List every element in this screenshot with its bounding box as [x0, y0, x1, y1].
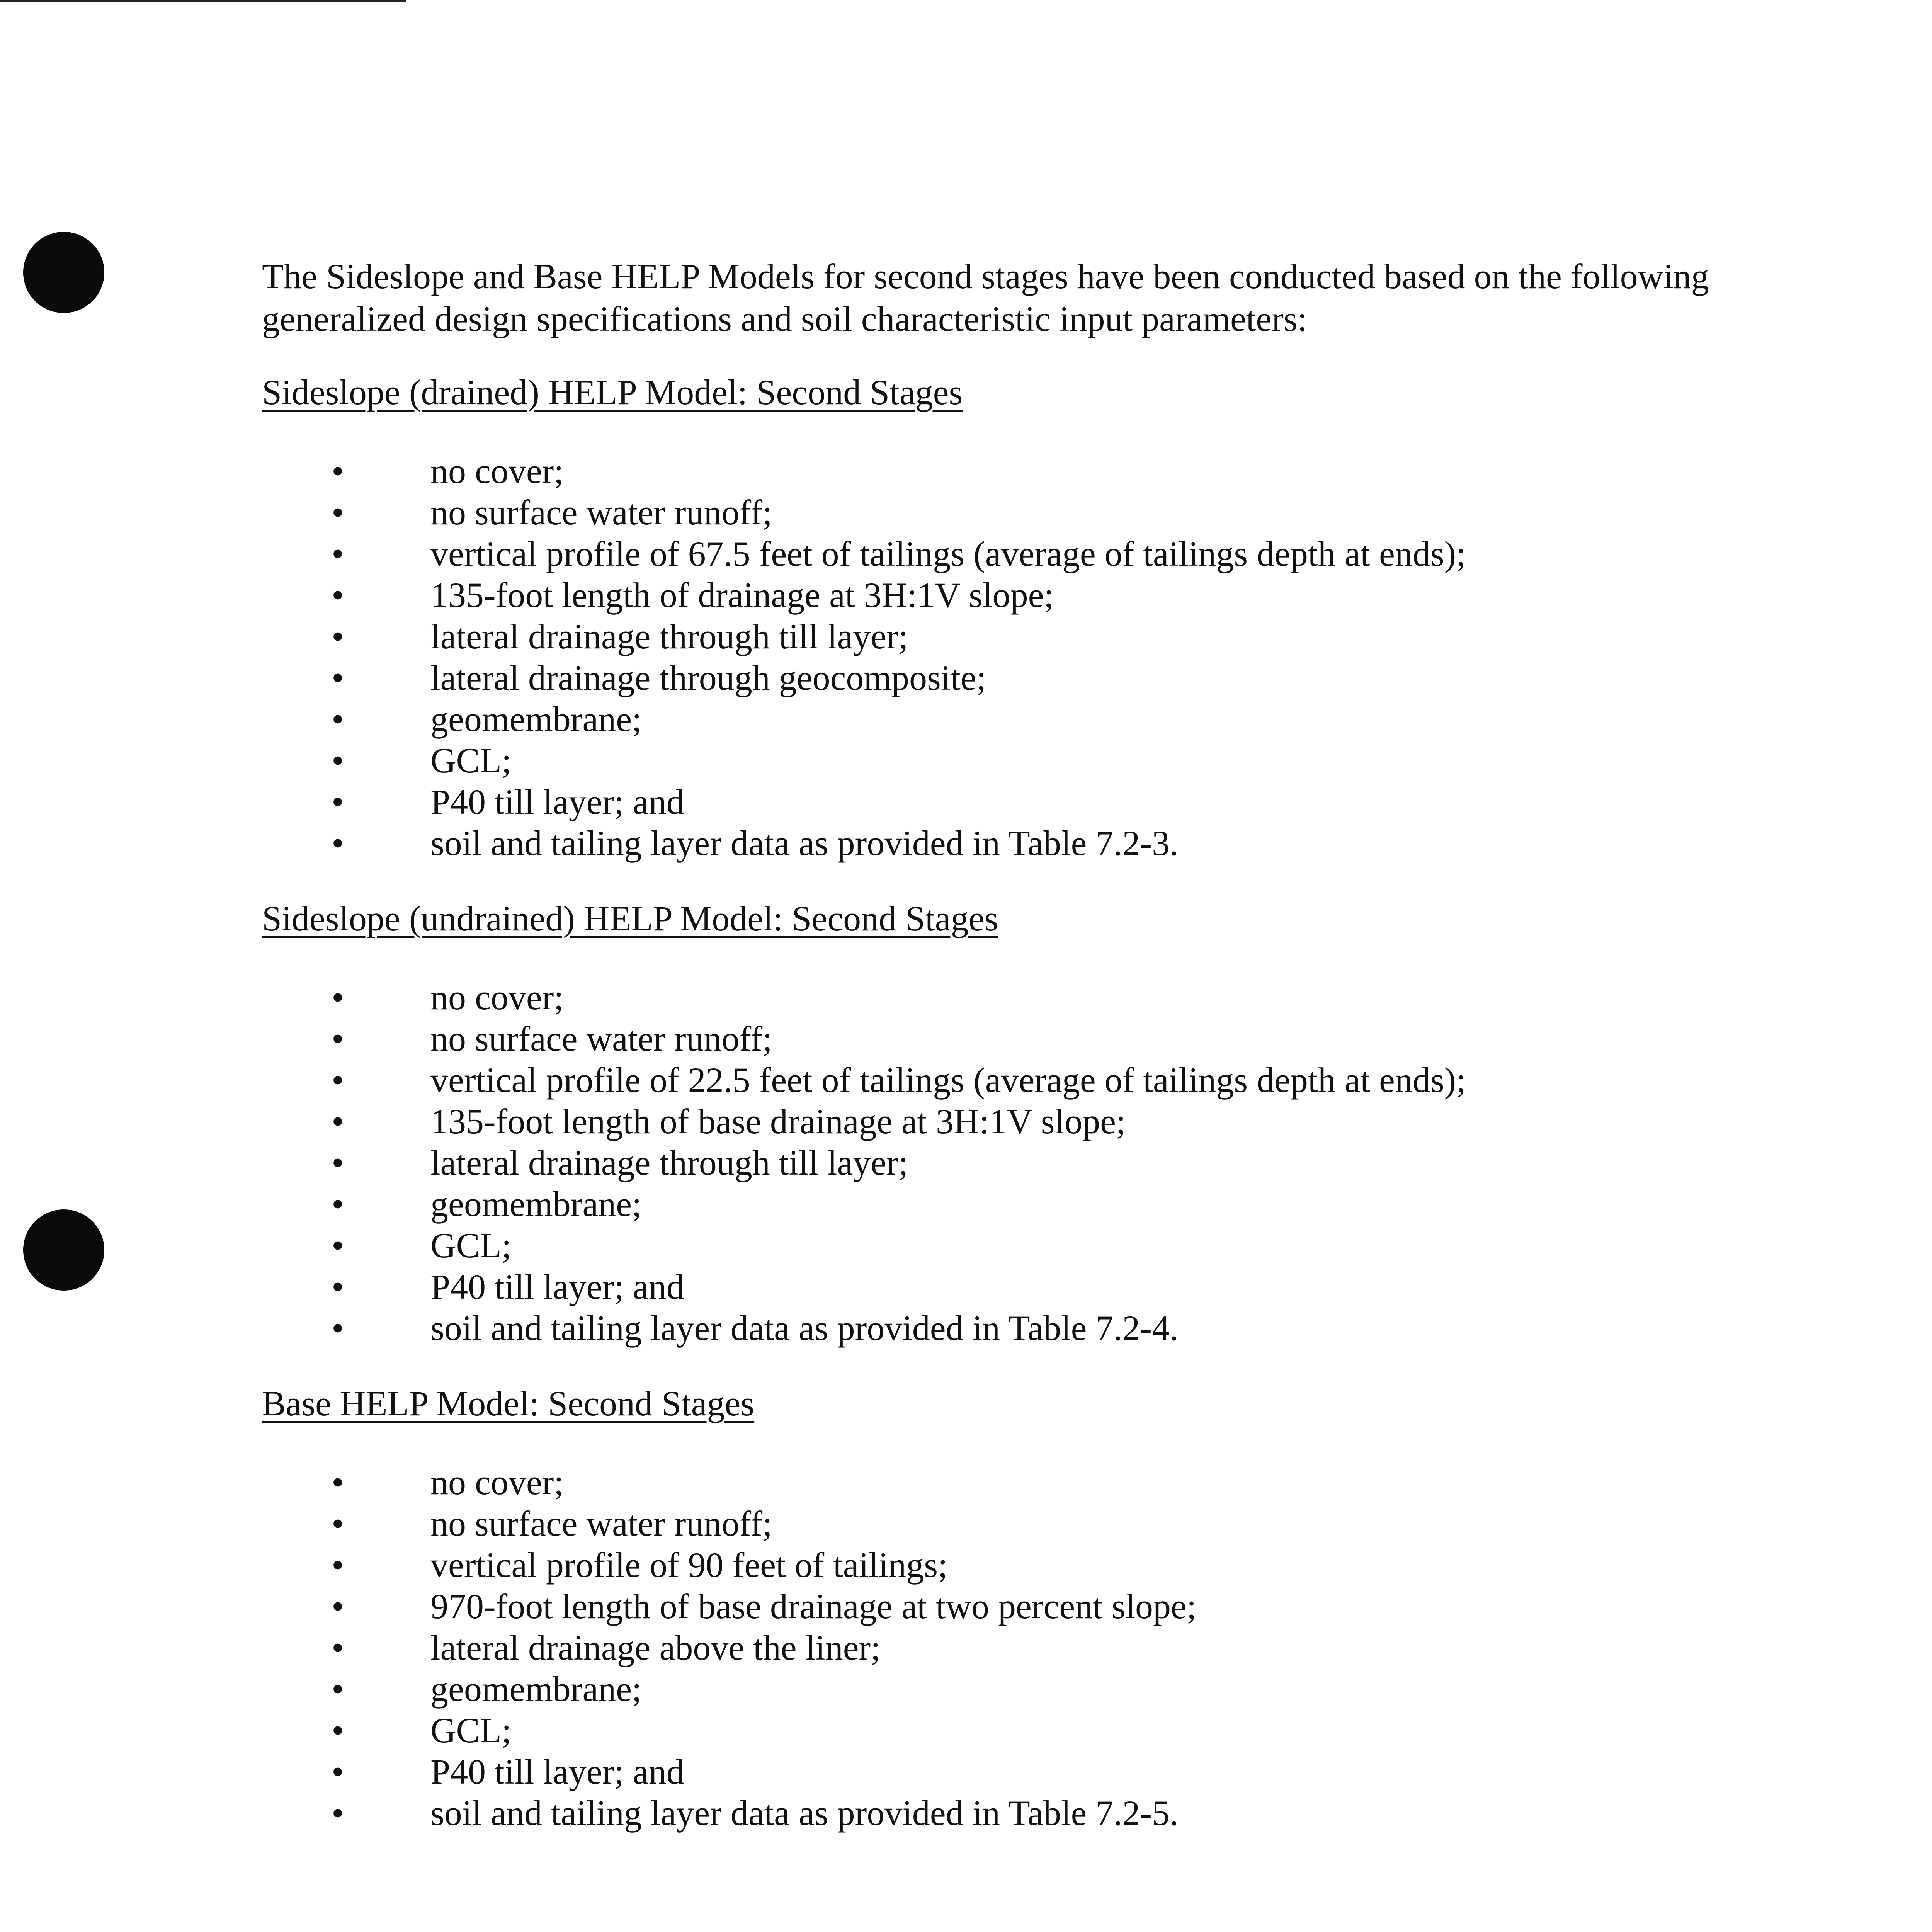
list-item [262, 451, 1769, 492]
list-item-text: lateral drainage through geocomposite; [430, 658, 986, 697]
bullet-icon: • [332, 1669, 344, 1709]
list-item [262, 1266, 1769, 1308]
list-item [262, 781, 1769, 823]
bullet-icon: • [332, 1019, 344, 1058]
bullet-icon: • [332, 699, 344, 739]
list-item-text: GCL; [430, 741, 512, 780]
list-item-text: lateral drainage through till layer; [430, 617, 908, 656]
list-item [262, 492, 1769, 533]
list-item-text: 970-foot length of base drainage at two percent slope; [430, 1587, 1197, 1626]
list-item [262, 1101, 1769, 1142]
list-item-text: geomembrane; [430, 699, 642, 739]
intro-paragraph: The Sideslope and Base HELP Models for second stages have been conducted based on the following generalized design specifications and soil characteristic input parameters: [262, 257, 1709, 338]
bullet-icon: • [332, 1184, 344, 1224]
section-heading: Sideslope (drained) HELP Model: Second Stages [262, 372, 963, 412]
list-item-text: vertical profile of 90 feet of tailings; [430, 1545, 948, 1585]
bullet-icon: • [332, 1308, 344, 1348]
bullet-icon: • [332, 493, 344, 532]
list-item-text: no surface water runoff; [430, 1019, 772, 1058]
list-item [262, 1503, 1769, 1544]
bullet-icon: • [332, 658, 344, 697]
model-section [262, 371, 1769, 864]
bullet-icon: • [332, 1752, 344, 1791]
bullet-icon: • [332, 1143, 344, 1182]
list-item [262, 1018, 1769, 1060]
bullet-icon: • [332, 823, 344, 863]
bullet-icon: • [332, 1711, 344, 1750]
list-item-text: geomembrane; [430, 1184, 642, 1224]
list-item [262, 699, 1769, 740]
list-item [262, 1751, 1769, 1793]
bullet-icon: • [332, 1267, 344, 1306]
bullet-icon: • [332, 1463, 344, 1502]
list-item-text: 135-foot length of base drainage at 3H:1V slope; [430, 1102, 1126, 1141]
bullet-icon: • [332, 575, 344, 615]
model-section [262, 1382, 1769, 1834]
list-item-text: P40 till layer; and [430, 782, 684, 821]
bullet-icon: • [332, 1587, 344, 1626]
list-item-text: no cover; [430, 451, 564, 491]
list-item [262, 1793, 1769, 1834]
list-item [262, 740, 1769, 781]
list-item-text: vertical profile of 67.5 feet of tailings (average of tailings depth at ends); [430, 534, 1466, 573]
list-item-text: vertical profile of 22.5 feet of tailings (average of tailings depth at ends); [430, 1060, 1466, 1100]
bullet-icon: • [332, 978, 344, 1017]
list-item [262, 1544, 1769, 1586]
section-heading: Base HELP Model: Second Stages [262, 1384, 755, 1423]
list-item [262, 575, 1769, 616]
list-item-text: no surface water runoff; [430, 1504, 772, 1543]
bullet-icon: • [332, 1060, 344, 1100]
list-item [262, 616, 1769, 657]
bullet-icon: • [332, 617, 344, 656]
list-item-text: GCL; [430, 1226, 512, 1265]
model-sections [262, 371, 1769, 1834]
list-item-text: lateral drainage above the liner; [430, 1628, 881, 1667]
list-item [262, 1462, 1769, 1503]
list-item [262, 1710, 1769, 1751]
model-section [262, 897, 1769, 1349]
list-item-text: 135-foot length of drainage at 3H:1V slope; [430, 575, 1054, 615]
bullet-list [262, 977, 1769, 1349]
bullet-icon: • [332, 1102, 344, 1141]
bullet-icon: • [332, 1793, 344, 1833]
list-item [262, 1308, 1769, 1349]
list-item-text: geomembrane; [430, 1669, 642, 1709]
bullet-icon: • [332, 1504, 344, 1543]
list-item-text: no cover; [430, 978, 564, 1017]
section-heading: Sideslope (undrained) HELP Model: Second Stages [262, 899, 998, 938]
list-item-text: soil and tailing layer data as provided in Table 7.2-3. [430, 823, 1179, 863]
bullet-icon: • [332, 1628, 344, 1667]
list-item [262, 1668, 1769, 1710]
list-item [262, 1142, 1769, 1184]
list-item-text: soil and tailing layer data as provided in Table 7.2-4. [430, 1308, 1179, 1348]
bullet-icon: • [332, 741, 344, 780]
bullet-icon: • [332, 451, 344, 491]
list-item [262, 657, 1769, 699]
bullet-icon: • [332, 782, 344, 821]
top-edge-rule [0, 0, 406, 2]
list-item [262, 533, 1769, 575]
binder-hole-middle [23, 1209, 104, 1291]
list-item [262, 1586, 1769, 1627]
list-item-text: P40 till layer; and [430, 1752, 684, 1791]
list-item [262, 1627, 1769, 1668]
list-item-text: no surface water runoff; [430, 493, 772, 532]
bullet-list [262, 451, 1769, 864]
bullet-icon: • [332, 1545, 344, 1585]
binder-hole-top [23, 232, 104, 313]
list-item-text: GCL; [430, 1711, 512, 1750]
list-item [262, 977, 1769, 1018]
list-item [262, 823, 1769, 864]
list-item-text: soil and tailing layer data as provided in Table 7.2-5. [430, 1793, 1179, 1833]
list-item [262, 1225, 1769, 1266]
list-item [262, 1060, 1769, 1101]
bullet-list [262, 1462, 1769, 1834]
list-item-text: P40 till layer; and [430, 1267, 684, 1306]
list-item-text: no cover; [430, 1463, 564, 1502]
page-body [262, 255, 1769, 1867]
bullet-icon: • [332, 534, 344, 573]
list-item [262, 1184, 1769, 1225]
bullet-icon: • [332, 1226, 344, 1265]
list-item-text: lateral drainage through till layer; [430, 1143, 908, 1182]
